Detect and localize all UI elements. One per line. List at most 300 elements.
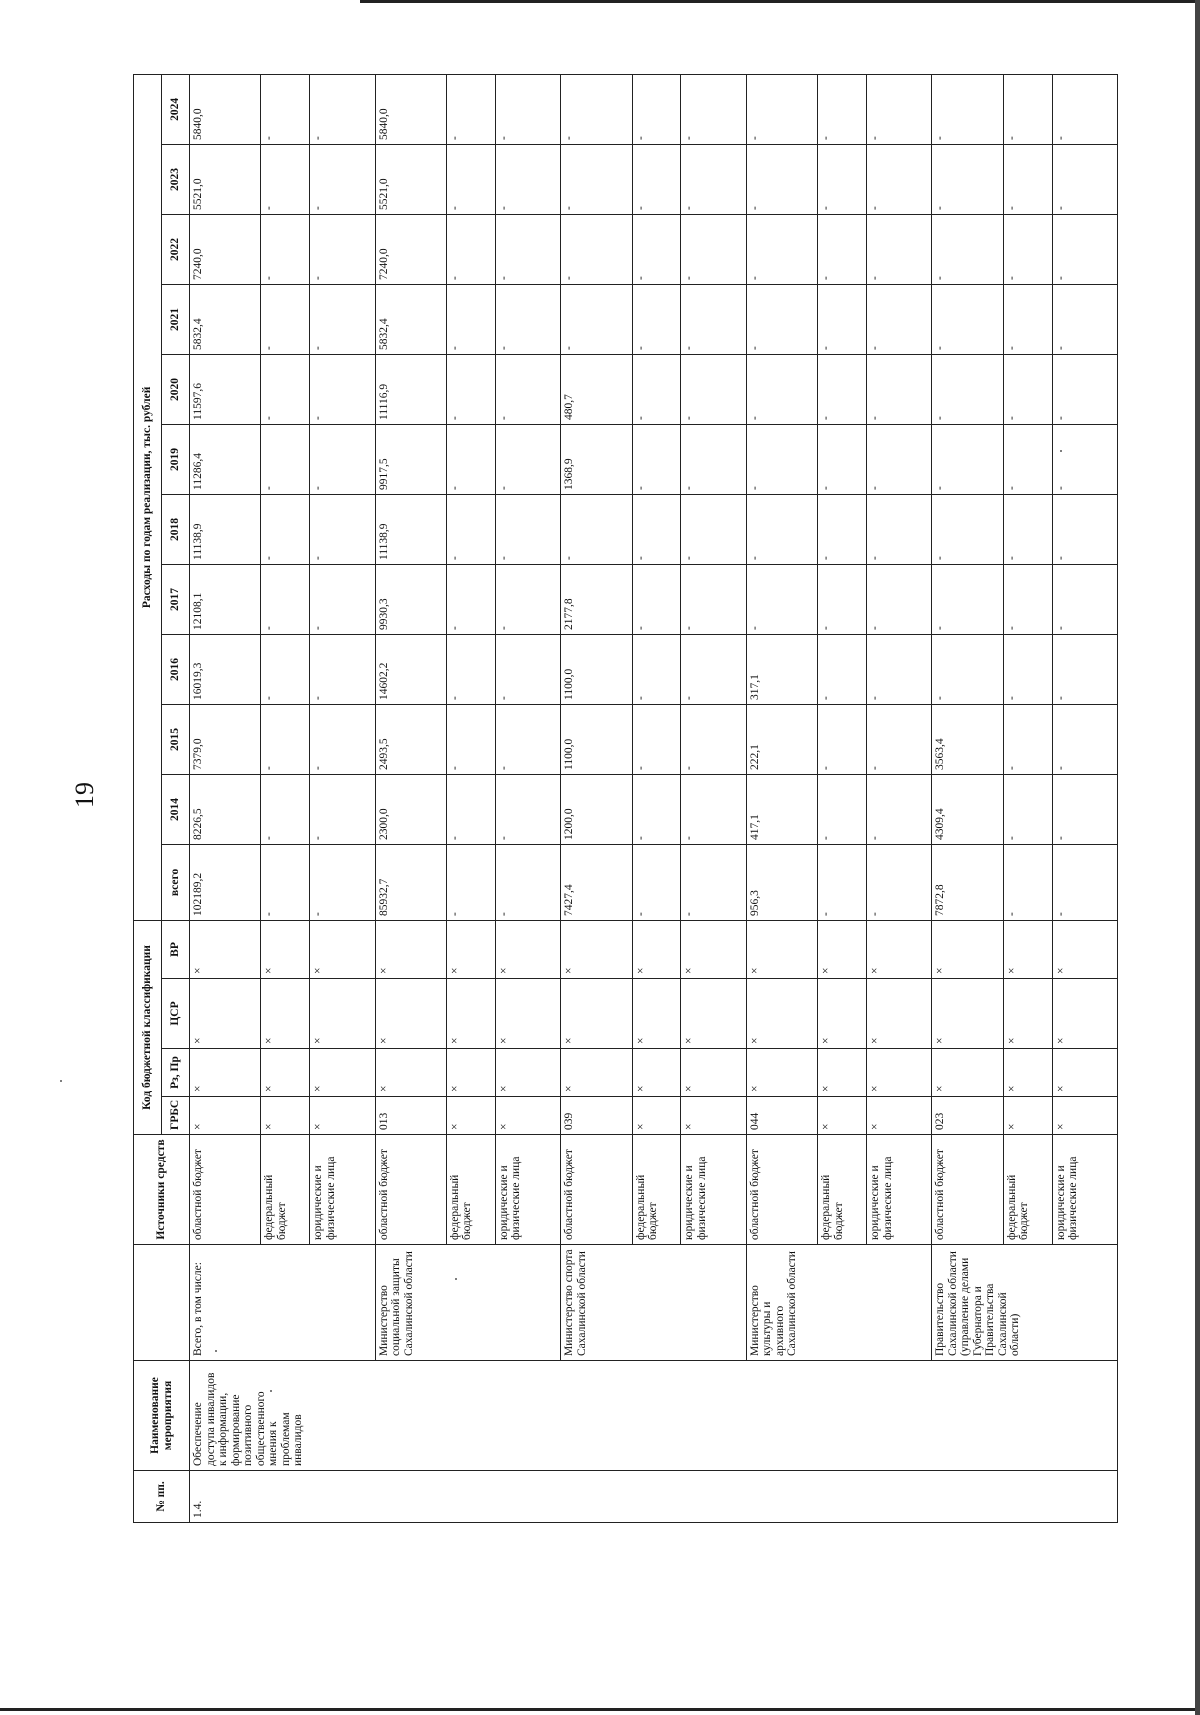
code-cell: × <box>818 1097 867 1135</box>
table-row <box>375 74 446 1522</box>
scan-edge-bottom <box>0 1708 1200 1711</box>
code-cell: × <box>1003 1049 1052 1097</box>
value-cell: - <box>446 214 495 284</box>
code-cell: × <box>446 920 495 978</box>
value-cell: - <box>818 144 867 214</box>
value-cell: - <box>495 564 560 634</box>
value-cell: - <box>867 634 932 704</box>
value-cell: 102189,2 <box>190 844 261 920</box>
scan-edge-top <box>360 0 1200 3</box>
code-cell: × <box>932 1049 1003 1097</box>
code-cell: 039 <box>561 1097 632 1135</box>
code-cell: × <box>261 920 310 978</box>
value-cell: 480,7 <box>561 354 632 424</box>
value-cell: - <box>446 564 495 634</box>
value-cell: - <box>1052 214 1117 284</box>
code-cell: × <box>190 979 261 1049</box>
value-cell: - <box>932 74 1003 144</box>
value-cell: - <box>632 284 681 354</box>
header-source: Источники средств <box>134 1135 190 1245</box>
source-cell: юридические и физические лица <box>310 1135 375 1245</box>
value-cell: - <box>495 424 560 494</box>
value-cell: 11286,4 <box>190 424 261 494</box>
header-2017: 2017 <box>162 564 190 634</box>
value-cell: - <box>632 144 681 214</box>
value-cell: - <box>446 634 495 704</box>
source-cell: областной бюджет <box>561 1135 632 1245</box>
value-cell: - <box>932 214 1003 284</box>
value-cell: 7427,4 <box>561 844 632 920</box>
code-cell: × <box>932 920 1003 978</box>
source-cell: юридические и физические лица <box>681 1135 746 1245</box>
value-cell: - <box>1003 494 1052 564</box>
value-cell: - <box>746 74 817 144</box>
value-cell: - <box>310 844 375 920</box>
scan-edge-right <box>1195 0 1200 1715</box>
value-cell: 5832,4 <box>190 284 261 354</box>
value-cell: 1100,0 <box>561 704 632 774</box>
value-cell: 5521,0 <box>190 144 261 214</box>
value-cell: - <box>867 354 932 424</box>
value-cell: - <box>1052 494 1117 564</box>
value-cell: - <box>495 774 560 844</box>
executor-cell: Правительство Сахалинской области (управление делами Губернатора и Правительства Сахалинской области) <box>932 1245 1118 1361</box>
code-cell: × <box>867 1097 932 1135</box>
value-cell: - <box>446 424 495 494</box>
source-cell: юридические и физические лица <box>495 1135 560 1245</box>
value-cell: - <box>261 704 310 774</box>
value-cell: - <box>310 74 375 144</box>
header-2021: 2021 <box>162 284 190 354</box>
value-cell: - <box>495 144 560 214</box>
value-cell: - <box>261 774 310 844</box>
code-cell: × <box>681 920 746 978</box>
header-name: Наименование мероприятия <box>134 1361 190 1471</box>
value-cell: - <box>818 354 867 424</box>
source-cell: федеральный бюджет <box>818 1135 867 1245</box>
value-cell: 7379,0 <box>190 704 261 774</box>
code-cell: × <box>310 920 375 978</box>
value-cell: 5840,0 <box>375 74 446 144</box>
source-cell: федеральный бюджет <box>261 1135 310 1245</box>
value-cell: - <box>310 354 375 424</box>
scan-speck <box>270 1390 272 1392</box>
code-cell: × <box>261 1049 310 1097</box>
scan-speck <box>455 1278 457 1280</box>
code-cell: × <box>632 1049 681 1097</box>
value-cell: - <box>310 284 375 354</box>
value-cell: - <box>746 284 817 354</box>
value-cell: - <box>1003 704 1052 774</box>
value-cell: 14602,2 <box>375 634 446 704</box>
rotated-page <box>133 85 1118 1523</box>
code-cell: × <box>561 979 632 1049</box>
value-cell: 85932,7 <box>375 844 446 920</box>
value-cell: - <box>932 424 1003 494</box>
value-cell: - <box>1052 74 1117 144</box>
value-cell: 12108,1 <box>190 564 261 634</box>
value-cell: - <box>1003 74 1052 144</box>
value-cell: - <box>681 214 746 284</box>
item-number: 1.4. <box>190 1471 1118 1523</box>
value-cell: - <box>746 564 817 634</box>
value-cell: - <box>681 844 746 920</box>
value-cell: - <box>1052 634 1117 704</box>
value-cell: - <box>632 774 681 844</box>
header-2024: 2024 <box>162 74 190 144</box>
scan-speck <box>215 1350 217 1352</box>
value-cell: - <box>681 564 746 634</box>
value-cell: - <box>681 424 746 494</box>
header-2020: 2020 <box>162 354 190 424</box>
table-body <box>190 74 1118 1522</box>
header-2019: 2019 <box>162 424 190 494</box>
source-cell: областной бюджет <box>375 1135 446 1245</box>
value-cell: - <box>310 144 375 214</box>
source-cell: областной бюджет <box>746 1135 817 1245</box>
value-cell: - <box>681 354 746 424</box>
item-name: Обеспечение доступа инвалидов к информации, формирование позитивного общественного мнения к проблемам инвалидов <box>190 1361 1118 1471</box>
value-cell: 317,1 <box>746 634 817 704</box>
value-cell: 11597,6 <box>190 354 261 424</box>
header-executor <box>134 1245 190 1361</box>
value-cell: - <box>446 704 495 774</box>
source-cell: федеральный бюджет <box>1003 1135 1052 1245</box>
source-cell: федеральный бюджет <box>632 1135 681 1245</box>
value-cell: - <box>867 564 932 634</box>
value-cell: - <box>932 564 1003 634</box>
code-cell: × <box>261 979 310 1049</box>
value-cell: - <box>632 494 681 564</box>
value-cell: - <box>261 844 310 920</box>
code-cell: × <box>561 920 632 978</box>
table-row <box>190 74 261 1522</box>
table-row <box>561 74 632 1522</box>
source-cell: областной бюджет <box>932 1135 1003 1245</box>
code-cell: × <box>632 920 681 978</box>
value-cell: - <box>932 144 1003 214</box>
value-cell: - <box>261 284 310 354</box>
header-total: всего <box>162 844 190 920</box>
value-cell: - <box>632 844 681 920</box>
source-cell: областной бюджет <box>190 1135 261 1245</box>
value-cell: - <box>867 74 932 144</box>
code-cell: × <box>681 1049 746 1097</box>
value-cell: - <box>446 144 495 214</box>
code-cell: × <box>495 920 560 978</box>
executor-cell: Всего, в том числе: <box>190 1245 376 1361</box>
executor-cell: Министерство культуры и архивного Сахалинской области <box>746 1245 932 1361</box>
value-cell: - <box>1003 424 1052 494</box>
code-cell: × <box>375 979 446 1049</box>
value-cell: - <box>818 704 867 774</box>
value-cell: 5840,0 <box>190 74 261 144</box>
value-cell: - <box>932 494 1003 564</box>
value-cell: - <box>1052 284 1117 354</box>
code-cell: × <box>190 920 261 978</box>
value-cell: - <box>261 494 310 564</box>
value-cell: - <box>446 844 495 920</box>
code-cell: × <box>746 1049 817 1097</box>
code-cell: × <box>495 979 560 1049</box>
value-cell: - <box>261 214 310 284</box>
code-cell: × <box>375 1049 446 1097</box>
value-cell: - <box>1003 844 1052 920</box>
value-cell: 417,1 <box>746 774 817 844</box>
source-cell: федеральный бюджет <box>446 1135 495 1245</box>
value-cell: - <box>867 284 932 354</box>
value-cell: - <box>561 494 632 564</box>
value-cell: - <box>818 284 867 354</box>
value-cell: - <box>632 634 681 704</box>
value-cell: - <box>867 704 932 774</box>
value-cell: 4309,4 <box>932 774 1003 844</box>
value-cell: - <box>1003 144 1052 214</box>
header-2015: 2015 <box>162 704 190 774</box>
value-cell: - <box>632 704 681 774</box>
executor-cell: Министерство социальной защиты Сахалинской области <box>375 1245 561 1361</box>
value-cell: - <box>681 634 746 704</box>
value-cell: - <box>561 144 632 214</box>
code-cell: × <box>561 1049 632 1097</box>
header-no: № пп. <box>134 1471 190 1523</box>
value-cell: - <box>632 354 681 424</box>
header-csr: ЦСР <box>162 979 190 1049</box>
value-cell: - <box>818 774 867 844</box>
value-cell: 1200,0 <box>561 774 632 844</box>
header-years-group: Расходы по годам реализации, тыс. рублей <box>134 74 162 920</box>
value-cell: 956,3 <box>746 844 817 920</box>
value-cell: - <box>561 284 632 354</box>
code-cell: × <box>375 920 446 978</box>
value-cell: - <box>561 214 632 284</box>
value-cell: - <box>310 214 375 284</box>
executor-cell: Министерство спорта Сахалинской области <box>561 1245 747 1361</box>
value-cell: 7240,0 <box>190 214 261 284</box>
value-cell: - <box>261 424 310 494</box>
code-cell: × <box>818 1049 867 1097</box>
value-cell: - <box>495 214 560 284</box>
value-cell: - <box>632 424 681 494</box>
code-cell: × <box>746 920 817 978</box>
value-cell: 11138,9 <box>375 494 446 564</box>
value-cell: 7872,8 <box>932 844 1003 920</box>
header-2014: 2014 <box>162 774 190 844</box>
value-cell: - <box>1003 634 1052 704</box>
value-cell: - <box>681 284 746 354</box>
value-cell: - <box>681 144 746 214</box>
value-cell: - <box>632 74 681 144</box>
value-cell: - <box>746 214 817 284</box>
code-cell: × <box>1003 920 1052 978</box>
value-cell: - <box>495 284 560 354</box>
value-cell: - <box>446 284 495 354</box>
value-cell: - <box>310 704 375 774</box>
value-cell: - <box>495 844 560 920</box>
code-cell: 044 <box>746 1097 817 1135</box>
code-cell: × <box>190 1049 261 1097</box>
value-cell: - <box>446 494 495 564</box>
value-cell: - <box>867 494 932 564</box>
value-cell: - <box>446 354 495 424</box>
value-cell: - <box>867 144 932 214</box>
source-cell: юридические и физические лица <box>1052 1135 1117 1245</box>
value-cell: - <box>1003 284 1052 354</box>
value-cell: 1100,0 <box>561 634 632 704</box>
value-cell: - <box>681 704 746 774</box>
value-cell: - <box>261 144 310 214</box>
code-cell: × <box>1003 1097 1052 1135</box>
value-cell: - <box>495 634 560 704</box>
value-cell: - <box>632 564 681 634</box>
value-cell: - <box>1052 144 1117 214</box>
value-cell: 3563,4 <box>932 704 1003 774</box>
code-cell: × <box>867 1049 932 1097</box>
code-cell: × <box>867 979 932 1049</box>
code-cell: × <box>681 1097 746 1135</box>
value-cell: 11116,9 <box>375 354 446 424</box>
code-cell: × <box>495 1049 560 1097</box>
code-cell: × <box>261 1097 310 1135</box>
code-cell: × <box>190 1097 261 1135</box>
value-cell: - <box>1052 704 1117 774</box>
code-cell: × <box>1003 979 1052 1049</box>
value-cell: - <box>446 74 495 144</box>
table-row <box>746 74 817 1522</box>
value-cell: 2177,8 <box>561 564 632 634</box>
value-cell: - <box>495 354 560 424</box>
code-cell: × <box>446 1097 495 1135</box>
value-cell: - <box>446 774 495 844</box>
value-cell: - <box>818 214 867 284</box>
value-cell: - <box>261 74 310 144</box>
code-cell: × <box>446 979 495 1049</box>
value-cell: 2300,0 <box>375 774 446 844</box>
code-cell: × <box>867 920 932 978</box>
value-cell: - <box>1052 424 1117 494</box>
value-cell: 9917,5 <box>375 424 446 494</box>
value-cell: - <box>495 704 560 774</box>
code-cell: × <box>310 979 375 1049</box>
scan-speck <box>60 1080 62 1082</box>
value-cell: - <box>1052 564 1117 634</box>
value-cell: - <box>261 634 310 704</box>
value-cell: - <box>867 774 932 844</box>
value-cell: - <box>818 564 867 634</box>
budget-table <box>133 74 1118 1523</box>
value-cell: - <box>261 564 310 634</box>
value-cell: - <box>495 74 560 144</box>
value-cell: - <box>1052 354 1117 424</box>
value-cell: - <box>818 74 867 144</box>
value-cell: 2493,5 <box>375 704 446 774</box>
code-cell: × <box>310 1049 375 1097</box>
value-cell: - <box>746 424 817 494</box>
code-cell: × <box>1052 1097 1117 1135</box>
value-cell: - <box>932 634 1003 704</box>
value-cell: 5521,0 <box>375 144 446 214</box>
value-cell: - <box>310 774 375 844</box>
header-grbs: ГРБС <box>162 1097 190 1135</box>
table-row <box>932 74 1003 1522</box>
code-cell: × <box>1052 920 1117 978</box>
value-cell: 9930,3 <box>375 564 446 634</box>
value-cell: 222,1 <box>746 704 817 774</box>
header-2016: 2016 <box>162 634 190 704</box>
header-2023: 2023 <box>162 144 190 214</box>
code-cell: × <box>495 1097 560 1135</box>
code-cell: × <box>1052 979 1117 1049</box>
value-cell: - <box>261 354 310 424</box>
value-cell: - <box>746 144 817 214</box>
source-cell: юридические и физические лица <box>867 1135 932 1245</box>
scan-speck <box>1060 450 1062 452</box>
header-rzpr: Рз, Пр <box>162 1049 190 1097</box>
value-cell: - <box>932 354 1003 424</box>
value-cell: - <box>818 634 867 704</box>
value-cell: - <box>932 284 1003 354</box>
value-cell: - <box>1003 564 1052 634</box>
value-cell: - <box>681 494 746 564</box>
code-cell: × <box>632 979 681 1049</box>
value-cell: - <box>746 494 817 564</box>
value-cell: - <box>681 774 746 844</box>
value-cell: - <box>1003 354 1052 424</box>
value-cell: - <box>310 494 375 564</box>
value-cell: 7240,0 <box>375 214 446 284</box>
value-cell: 8226,5 <box>190 774 261 844</box>
page-number: 19 <box>70 782 99 808</box>
header-vr: ВР <box>162 920 190 978</box>
value-cell: - <box>1003 774 1052 844</box>
code-cell: × <box>932 979 1003 1049</box>
value-cell: - <box>1052 774 1117 844</box>
code-cell: × <box>681 979 746 1049</box>
value-cell: - <box>867 214 932 284</box>
header-code-group: Код бюджетной классификации <box>134 920 162 1134</box>
code-cell: × <box>818 920 867 978</box>
value-cell: - <box>310 424 375 494</box>
header-2022: 2022 <box>162 214 190 284</box>
code-cell: × <box>446 1049 495 1097</box>
code-cell: × <box>746 979 817 1049</box>
value-cell: - <box>632 214 681 284</box>
value-cell: 16019,3 <box>190 634 261 704</box>
value-cell: - <box>746 354 817 424</box>
value-cell: - <box>818 494 867 564</box>
value-cell: - <box>681 74 746 144</box>
value-cell: 1368,9 <box>561 424 632 494</box>
value-cell: - <box>1052 844 1117 920</box>
value-cell: - <box>1003 214 1052 284</box>
value-cell: - <box>310 634 375 704</box>
code-cell: × <box>818 979 867 1049</box>
header-2018: 2018 <box>162 494 190 564</box>
code-cell: × <box>1052 1049 1117 1097</box>
code-cell: × <box>310 1097 375 1135</box>
code-cell: × <box>632 1097 681 1135</box>
value-cell: - <box>818 424 867 494</box>
value-cell: - <box>495 494 560 564</box>
code-cell: 023 <box>932 1097 1003 1135</box>
value-cell: 5832,4 <box>375 284 446 354</box>
value-cell: - <box>867 844 932 920</box>
value-cell: 11138,9 <box>190 494 261 564</box>
value-cell: - <box>310 564 375 634</box>
value-cell: - <box>561 74 632 144</box>
code-cell: 013 <box>375 1097 446 1135</box>
value-cell: - <box>867 424 932 494</box>
